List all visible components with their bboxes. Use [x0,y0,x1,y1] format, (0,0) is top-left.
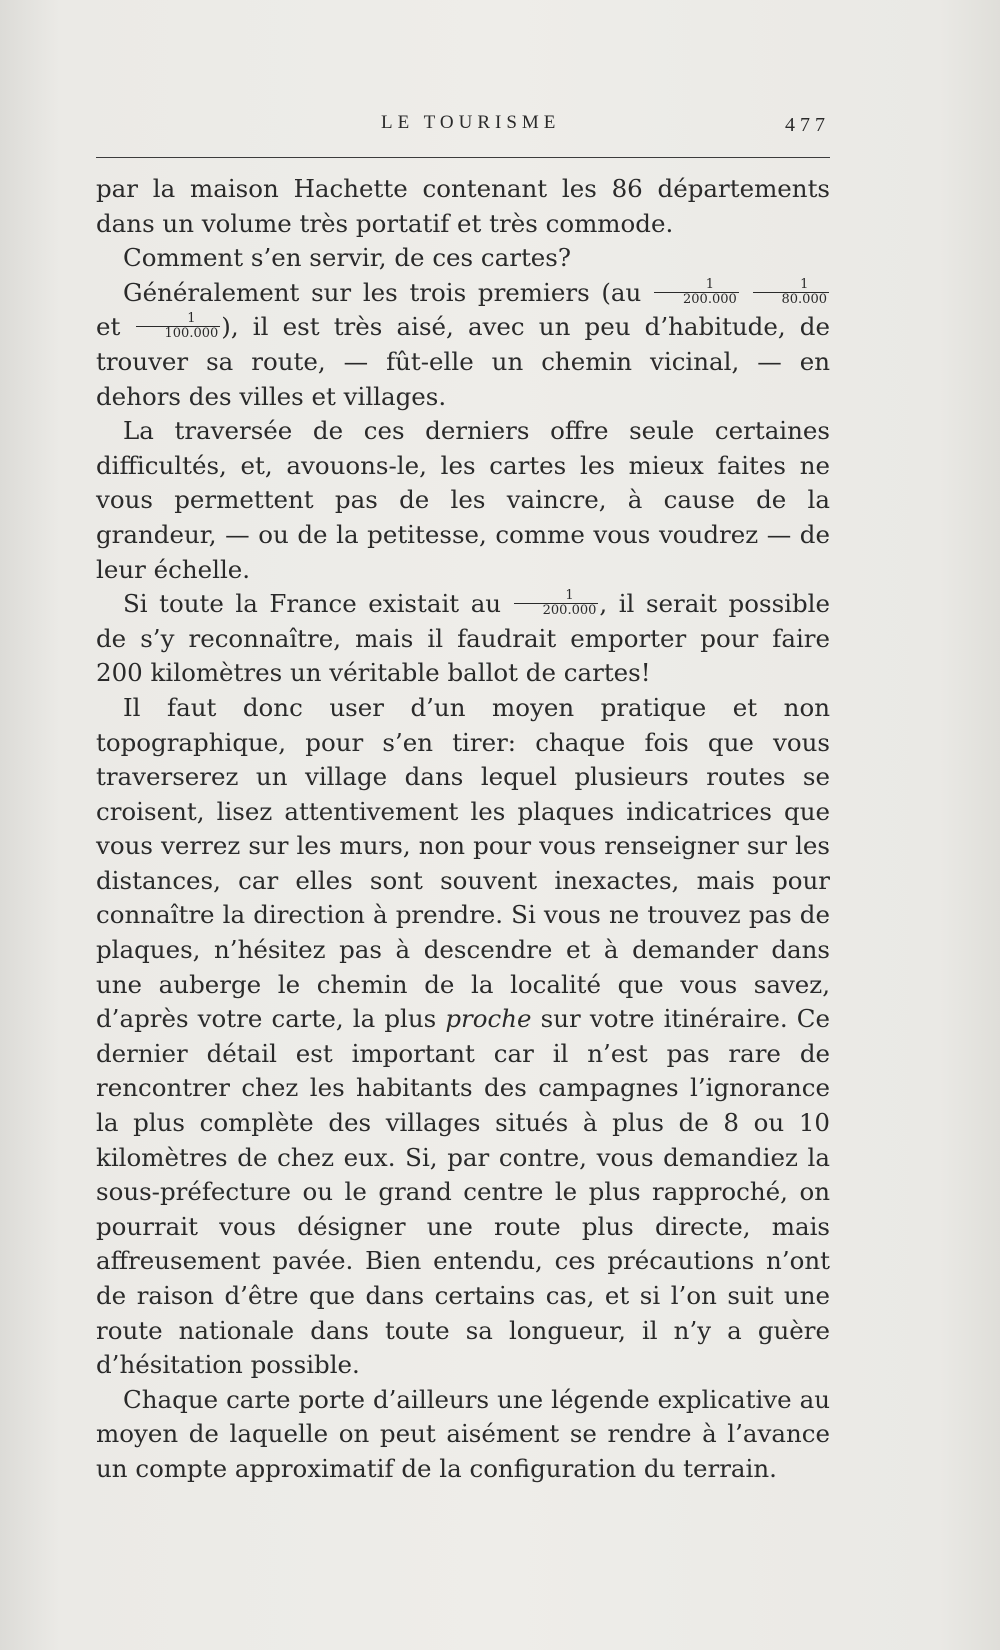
fraction-denominator: 80.000 [781,291,827,307]
text-run [740,278,752,307]
running-title: LE TOURISME [381,112,561,133]
text-run: Si toute la France existait au [123,589,513,619]
text-run: Il faut donc user d’un moyen pratique et non topographique, pour s’en tirer: chaque fois que vous traverserez un village dans lequel plusieurs routes se croisent, lisez attentivement les plaques indicatrices que vous verrez sur les murs, non pour vous renseigner sur les distances, car elles sont souvent inexactes, mais pour connaître la direction à prendre. Si vous ne trouvez pas de plaques, n’hésitez pas à descendre et à demander dans une auberge le chemin de la localité que vous savez, d’après votre carte, la plus [96,692,830,1034]
scale-fraction [136,312,221,341]
text-run: sur votre itinéraire. Ce dernier détail est important car il n’est pas rare de rencontrer chez les habitants des campagnes l’ignorance la plus complète des villages situés à plus de 8 ou 10 kilomètres de chez eux. Si, par contre, vous demandiez la sous-préfecture ou le grand centre le plus rapproché, on pourrait vous désigner une route plus directe, mais affreusement pavée. Bien entendu, ces précautions n’ont de raison d’être que dans certains cas, et si l’on suit une route nationale dans toute sa longueur, il n’y a guère d’hésitation possible. [96,1004,830,1380]
paragraph-p4: La traversée de ces derniers offre seule certaines difficultés, et, avouons-le, les cartes les mieux faites ne vous permettent pas de les vaincre, à cause de la grandeur, — ou de la petitesse, comme vous voudrez — de leur échelle. [96,416,830,584]
fraction-numerator: 1 [514,589,599,604]
header-rule [96,157,830,158]
scale-fraction [654,278,739,307]
fraction-numerator: 1 [136,312,221,327]
paragraph-p2: Comment s’en servir, de ces cartes? [123,243,571,273]
fraction-denominator: 100.000 [164,326,219,342]
body-text [96,172,830,1487]
emphasis-text: proche [445,1004,532,1034]
paragraph-p1: par la maison Hachette contenant les 86 départements dans un volume très portatif et très commode. [96,174,830,238]
text-run: et [96,312,135,342]
scale-fraction [753,278,830,307]
paragraph-p6 [96,691,830,1383]
text-run: Généralement sur les trois premiers (au [123,277,654,307]
text-run: ), il est très aisé, avec un peu d’habitude, de trouver sa route, — fût-elle un chemin vicinal, — en dehors des villes et villages. [96,312,830,411]
text-run: , il serait possible de s’y reconnaître, mais il faudrait emporter pour faire 200 kilomètres un véritable ballot de cartes! [96,589,830,688]
paragraph-p7: Chaque carte porte d’ailleurs une légende explicative au moyen de laquelle on peut aisément se rendre à l’avance un compte approximatif de la configuration du terrain. [96,1384,830,1483]
fraction-denominator: 200.000 [683,291,737,307]
paragraph-p3 [96,276,830,414]
paragraph-p5 [96,587,830,691]
fraction-denominator: 200.000 [542,603,597,619]
fraction-numerator: 1 [753,278,830,293]
scale-fraction [514,589,599,618]
fraction-numerator: 1 [654,278,739,293]
page-header [96,112,830,142]
page-number: 477 [785,114,830,136]
